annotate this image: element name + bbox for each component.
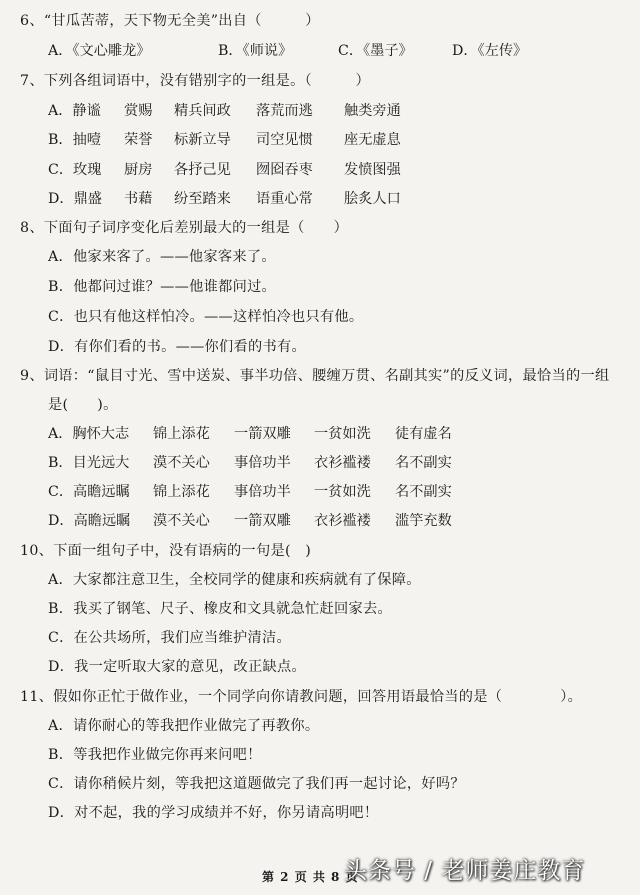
option-word: 滥竽充数 <box>395 513 452 529</box>
option-word: B．抽噎 <box>48 132 101 148</box>
question-8-option-d: D．有你们看的书。——你们看的书有。 <box>48 339 306 355</box>
question-6-option-a: A．《文心雕龙》 <box>48 43 151 59</box>
option-word: 座无虚息 <box>344 132 401 148</box>
option-word: B．目光远大 <box>48 455 130 471</box>
option-word: 语重心常 <box>256 191 313 207</box>
option-word: 锦上添花 <box>153 426 210 442</box>
question-8-stem: 8、下面句子词序变化后差别最大的一组是（ ） <box>20 220 349 236</box>
option-word: 一贫如洗 <box>314 426 371 442</box>
option-word: 一贫如洗 <box>314 484 371 500</box>
option-word: 落荒而逃 <box>256 103 313 119</box>
option-word: 锦上添花 <box>153 484 210 500</box>
watermark: 头条号 / 老师姜庄教育 <box>344 858 586 884</box>
question-10-option-d: D．我一定听取大家的意见，改正缺点。 <box>48 659 306 675</box>
question-11-option-c: C．请你稍候片刻，等我把这道题做完了我们再一起讨论，好吗？ <box>48 776 465 792</box>
option-word: 触类旁通 <box>344 103 401 119</box>
option-word: 徒有虚名 <box>395 426 452 442</box>
option-word: 各抒己见 <box>174 162 231 178</box>
question-11-option-b: B．等我把作业做完你再来问吧！ <box>48 747 262 763</box>
option-word: 标新立导 <box>174 132 231 148</box>
option-word: 衣衫褴褛 <box>314 513 371 529</box>
option-word: 囫囵吞枣 <box>256 162 313 178</box>
question-10-option-c: C．在公共场所，我们应当维护清洁。 <box>48 630 291 646</box>
option-word: 名不副实 <box>395 484 452 500</box>
option-word: 一箭双雕 <box>234 426 291 442</box>
option-word: 厨房 <box>124 162 153 178</box>
question-10-stem: 10、下面一组句子中，没有语病的一句是( ) <box>20 543 312 559</box>
option-word: A．胸怀大志 <box>48 426 130 442</box>
option-word: 事倍功半 <box>234 484 291 500</box>
option-word: 赏赐 <box>124 103 153 119</box>
option-word: 一箭双雕 <box>234 513 291 529</box>
question-9-stem-continued: 是( )。 <box>48 397 118 413</box>
page-number-footer: 第 2 页 共 8 页 <box>262 870 359 884</box>
option-word: 书藉 <box>124 191 153 207</box>
question-6-option-b: B．《师说》 <box>218 43 293 59</box>
option-word: 漠不关心 <box>153 455 210 471</box>
option-word: 精兵间政 <box>174 103 231 119</box>
option-word: D．高瞻远瞩 <box>48 513 131 529</box>
question-10-option-b: B．我买了钢笔、尺子、橡皮和文具就急忙赶回家去。 <box>48 601 392 617</box>
question-11-stem: 11、假如你正忙于做作业，一个同学向你请教问题，回答用语最恰当的是（ ）。 <box>20 689 583 705</box>
option-word: 司空见惯 <box>256 132 313 148</box>
question-6-option-c: C．《墨子》 <box>338 43 413 59</box>
question-10-option-a: A．大家都注意卫生，全校同学的健康和疾病就有了保障。 <box>48 572 421 588</box>
question-8-option-c: C．也只有他这样怕冷。——这样怕冷也只有他。 <box>48 309 364 325</box>
option-word: 漠不关心 <box>153 513 210 529</box>
option-word: 脍炙人口 <box>344 191 401 207</box>
option-word: 发愤图强 <box>344 162 401 178</box>
question-8-option-b: B．他都问过谁？——他谁都问过。 <box>48 279 277 295</box>
question-11-option-d: D．对不起，我的学习成绩并不好，你另请高明吧！ <box>48 805 379 821</box>
option-word: 衣衫褴褛 <box>314 455 371 471</box>
option-word: 荣誉 <box>124 132 153 148</box>
option-word: 事倍功半 <box>234 455 291 471</box>
question-8-option-a: A．他家来客了。——他家客来了。 <box>48 249 276 265</box>
question-6-stem: 6、“甘瓜苦蒂，天下物无全美”出自（ ） <box>20 13 320 29</box>
option-word: C．高瞻远瞩 <box>48 484 130 500</box>
question-11-option-a: A．请你耐心的等我把作业做完了再教你。 <box>48 718 320 734</box>
question-7-stem: 7、下列各组词语中，没有错别字的一组是。（ ） <box>20 73 370 89</box>
option-word: A．静谧 <box>48 103 101 119</box>
option-word: D．鼎盛 <box>48 191 102 207</box>
question-9-stem: 9、词语：“鼠目寸光、雪中送炭、事半功倍、腰缠万贯、名副其实”的反义词，最恰当的一组 <box>20 368 610 384</box>
option-word: 名不副实 <box>395 455 452 471</box>
question-6-option-d: D．《左传》 <box>452 43 528 59</box>
option-word: 纷至踏来 <box>174 191 231 207</box>
option-word: C．玫瑰 <box>48 162 102 178</box>
